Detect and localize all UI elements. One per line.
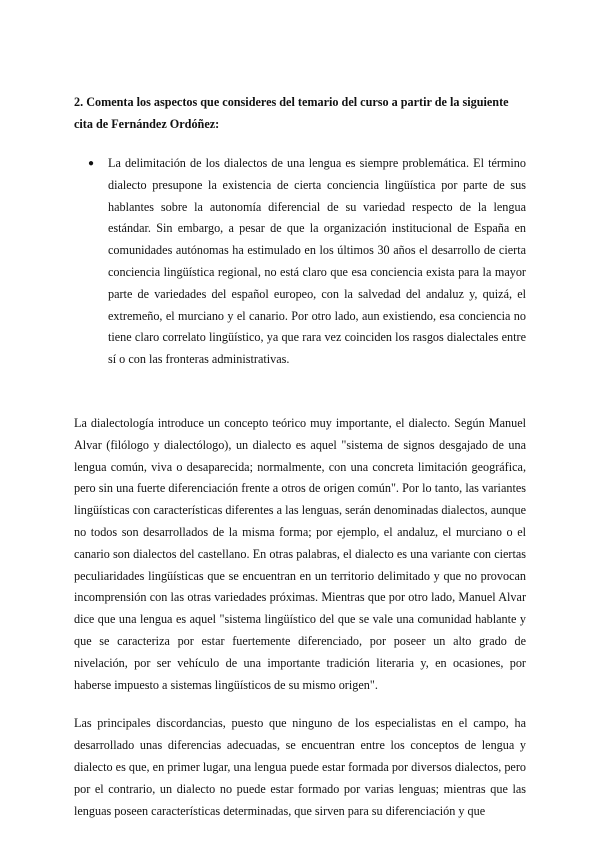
bullet-icon: ● bbox=[88, 158, 95, 169]
question-heading: 2. Comenta los aspectos que consideres del temario del curso a partir de la siguiente cita de Fernández Ordóñez: bbox=[74, 95, 509, 131]
quoted-bullet-item bbox=[74, 153, 526, 371]
paragraph-dialectologia: La dialectología introduce un concepto teórico muy importante, el dialecto. Según Manuel Alvar (filólogo y dialectólogo), un dialecto es aquel "sistema de signos desgajado de una lengua común, viva o desaparecida; normalmente, con una concreta limitación geográfica, pero sin una fuerte diferenciación frente a otros de origen común". Por lo tanto, las variantes lingüísticas con características diferentes a las lenguas, serán denominadas dialectos, aunque no todos son desarrollados de la misma forma; por ejemplo, el andaluz, el murciano o el canario son dialectos del castellano. En otras palabras, el dialecto es una variante con ciertas peculiaridades lingüísticas que se encuentran en un territorio delimitado y que no provocan incomprensión con las otras variedades próximas. Mientras que por otro lado, Manuel Alvar dice que una lengua es aquel "sistema lingüístico del que se vale una comunidad hablante y que se caracteriza por estar fuertemente diferenciado, por poseer un alto grado de nivelación, por ser vehículo de una importante tradición literaria y, en ocasiones, por haberse impuesto a sistemas lingüísticos de su mismo origen". bbox=[74, 415, 526, 692]
paragraph-discordancias: Las principales discordancias, puesto que ninguno de los especialistas en el campo, ha desarrollado unas diferencias adecuadas, se encuentran entre los conceptos de lengua y dialecto es que, en primer lugar, una lengua puede estar formada por diversos dialectos, pero por el contrario, un dialecto no puede estar formado por varias lenguas; mientras que las lenguas poseen características determinadas, que sirven para su diferenciación y que bbox=[74, 716, 526, 818]
quote-text: La delimitación de los dialectos de una lengua es siempre problemática. El término dialecto presupone la existencia de cierta conciencia lingüística por parte de sus hablantes sobre la autonomía diferencial de su variedad respecto de la lengua estándar. Sin embargo, a pesar de que la organización institucional de España en comunidades autónomas ha estimulado en los últimos 30 años el desarrollo de cierta conciencia lingüística regional, no está claro que esa conciencia exista para la mayor parte de variedades del español europeo, con la salvedad del andaluz y, quizá, el extremeño, el murciano y el canario. Por otro lado, aun existiendo, esa conciencia no tiene claro correlato lingüístico, ya que rara vez coinciden los rasgos dialectales entre sí o con las fronteras administrativas. bbox=[108, 156, 526, 367]
document-content bbox=[74, 92, 526, 822]
